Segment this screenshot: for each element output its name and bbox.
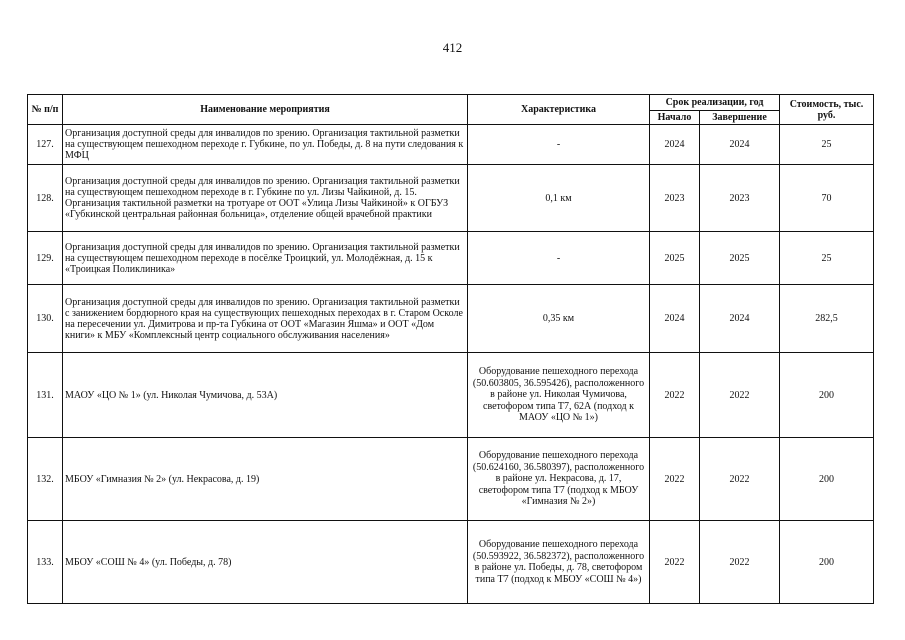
row-characteristic: - bbox=[468, 125, 650, 165]
row-cost: 25 bbox=[780, 125, 874, 165]
table-row bbox=[28, 165, 874, 232]
row-cost: 200 bbox=[780, 521, 874, 604]
row-cost: 70 bbox=[780, 165, 874, 232]
row-start: 2022 bbox=[650, 521, 700, 604]
row-characteristic: Оборудование пешеходного перехода (50.603805, 36.595426), расположенного в районе ул. Николая Чумичова, светофором типа Т7, 62А (подход к МАОУ «ЦО № 1») bbox=[468, 353, 650, 438]
header-start: Начало bbox=[650, 111, 700, 125]
table-row bbox=[28, 521, 874, 604]
row-num: 133. bbox=[28, 521, 63, 604]
row-end: 2023 bbox=[700, 165, 780, 232]
table-row bbox=[28, 353, 874, 438]
row-name: Организация доступной среды для инвалидов по зрению. Организация тактильной разметки на существующем пешеходном переходе г. Губкине, по ул. Победы, д. 8 на пути следования к МФЦ bbox=[63, 125, 468, 165]
table-row bbox=[28, 285, 874, 353]
row-num: 127. bbox=[28, 125, 63, 165]
header-cost: Стоимость, тыс. руб. bbox=[780, 95, 874, 125]
row-characteristic: 0,1 км bbox=[468, 165, 650, 232]
table-row bbox=[28, 232, 874, 285]
header-characteristic: Характеристика bbox=[468, 95, 650, 125]
row-start: 2024 bbox=[650, 125, 700, 165]
page-number: 412 bbox=[442, 40, 463, 55]
row-characteristic: - bbox=[468, 232, 650, 285]
row-cost: 200 bbox=[780, 353, 874, 438]
table-row bbox=[28, 125, 874, 165]
row-end: 2025 bbox=[700, 232, 780, 285]
row-end: 2022 bbox=[700, 353, 780, 438]
row-start: 2024 bbox=[650, 285, 700, 353]
row-name: Организация доступной среды для инвалидов по зрению. Организация тактильной разметки на существующем пешеходном переходе в посёлке Троицкий, ул. Молодёжная, д. 15 к «Троицкая Поликлиника» bbox=[63, 232, 468, 285]
row-start: 2023 bbox=[650, 165, 700, 232]
row-start: 2022 bbox=[650, 353, 700, 438]
row-cost: 25 bbox=[780, 232, 874, 285]
row-start: 2022 bbox=[650, 438, 700, 521]
row-name: Организация доступной среды для инвалидов по зрению. Организация тактильной разметки на существующем пешеходном переходе в г. Губкине по ул. Лизы Чайкиной, д. 15. Организация тактильной разметки на тротуаре от ООТ «Улица Лизы Чайкиной» к ОГБУЗ «Губкинской центральная районная больница», отделение общей врачебной практики bbox=[63, 165, 468, 232]
row-num: 132. bbox=[28, 438, 63, 521]
row-end: 2022 bbox=[700, 521, 780, 604]
row-cost: 200 bbox=[780, 438, 874, 521]
row-num: 129. bbox=[28, 232, 63, 285]
header-period: Срок реализации, год bbox=[650, 95, 780, 111]
table-row bbox=[28, 438, 874, 521]
header-name: Наименование мероприятия bbox=[63, 95, 468, 125]
header-end: Завершение bbox=[700, 111, 780, 125]
row-characteristic: Оборудование пешеходного перехода (50.624160, 36.580397), расположенного в районе ул. Некрасова, д. 17, светофором типа Т7 (подход к МБОУ «Гимназия № 2») bbox=[468, 438, 650, 521]
row-name: МБОУ «Гимназия № 2» (ул. Некрасова, д. 19) bbox=[63, 438, 468, 521]
row-end: 2022 bbox=[700, 438, 780, 521]
table-header-row bbox=[28, 95, 874, 111]
measures-table bbox=[27, 94, 874, 604]
row-name: Организация доступной среды для инвалидов по зрению. Организация тактильной разметки с занижением бордюрного края на существующих пешеходных переходах в г. Старом Осколе на пересечении ул. Димитрова и пр-та Губкина от ООТ «Магазин Яшма» и ООТ «Дом книги» к МБУ «Комплексный центр социального обслуживания населения» bbox=[63, 285, 468, 353]
row-num: 131. bbox=[28, 353, 63, 438]
row-characteristic: 0,35 км bbox=[468, 285, 650, 353]
row-num: 130. bbox=[28, 285, 63, 353]
header-num: № п/п bbox=[28, 95, 63, 125]
row-start: 2025 bbox=[650, 232, 700, 285]
row-name: МАОУ «ЦО № 1» (ул. Николая Чумичова, д. 53А) bbox=[63, 353, 468, 438]
row-num: 128. bbox=[28, 165, 63, 232]
row-characteristic: Оборудование пешеходного перехода (50.593922, 36.582372), расположенного в районе ул. Победы, д. 78, светофором типа Т7 (подход к МБОУ «СОШ № 4») bbox=[468, 521, 650, 604]
row-end: 2024 bbox=[700, 125, 780, 165]
row-cost: 282,5 bbox=[780, 285, 874, 353]
row-name: МБОУ «СОШ № 4» (ул. Победы, д. 78) bbox=[63, 521, 468, 604]
row-end: 2024 bbox=[700, 285, 780, 353]
